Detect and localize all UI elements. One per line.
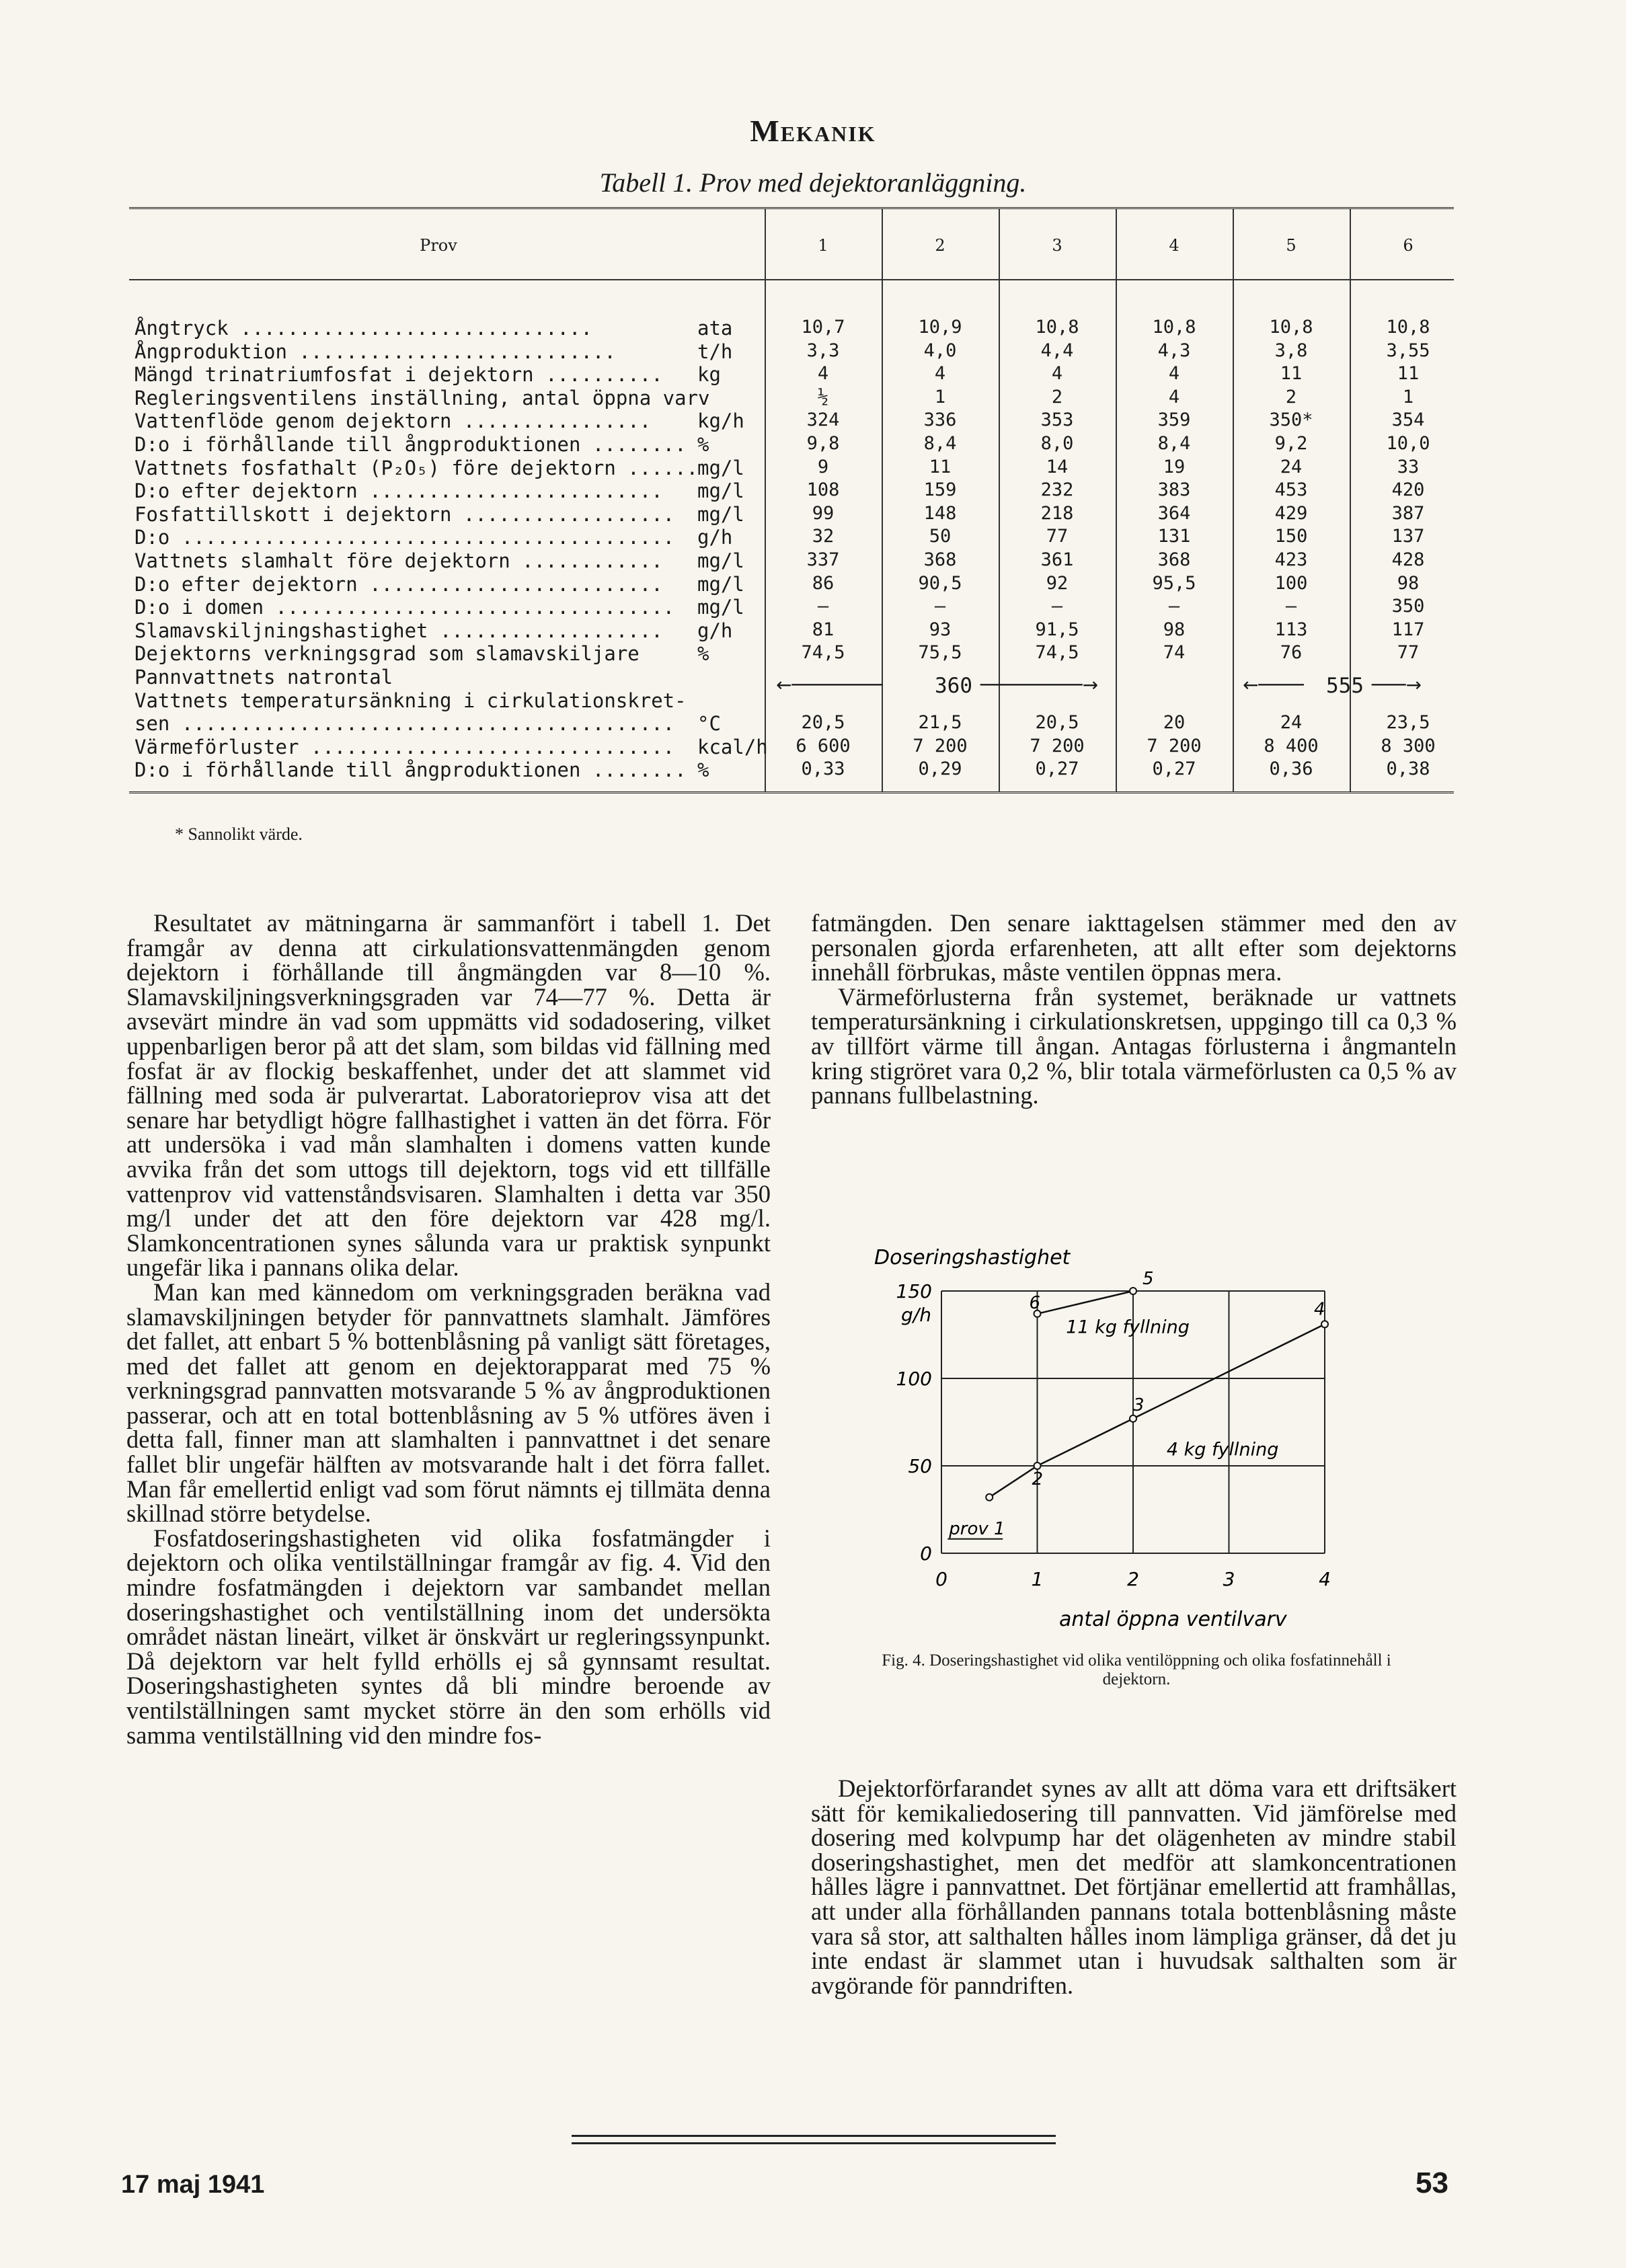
table-cell: 336: [923, 409, 957, 431]
table-cell: 11: [1397, 363, 1420, 385]
table-cell: 4: [934, 363, 946, 385]
x-tick-label: 3: [1223, 1568, 1235, 1590]
y-tick-label: 100: [896, 1368, 932, 1390]
text-column-left: [126, 911, 771, 1748]
table-cell: 24: [1280, 456, 1303, 477]
table-row-unit: %: [697, 433, 709, 456]
table-cell: 9: [817, 456, 829, 477]
table-cell: 4,4: [1040, 340, 1074, 361]
figure-caption: Fig. 4. Doseringshastighet vid olika ventilöppning och olika fosfatinnehåll i dejektorn.: [882, 1651, 1391, 1688]
table-row-unit: g/h: [697, 526, 733, 549]
table-cell: 2: [1285, 386, 1297, 407]
table-cell: 77: [1046, 526, 1069, 547]
table-cell: 76: [1280, 642, 1303, 664]
y-tick-label: 150: [896, 1280, 932, 1302]
paragraph: Resultatet av mätningarna är sammanfört i tabell 1. Det framgår av denna att cirkulationsvattenmängden genom dejektorn i förhållande till ångmängden var 8—10 %. Slamavskiljningsverkningsgraden var 74—77 %. Detta är avsevärt mindre än vad som uppmätts vid sodadosering, vilket uppenbarligen beror på att det slam, som bildas vid fällning med fosfat är av flockig beskaffenhet, under det att slammet vid fällning med soda är pulverartat. Laboratorieprov visa att det senare har betydligt högre fallhastighet i vatten än det förra. För att undersöka i vad mån slamhalten i domens vatten kunde avvika från det som uttogs till dejektorn, togs vid ett tillfälle vattenprov vid vattenståndsvisaren. Slamhalten i detta var 350 mg/l under det att den före dejektorn var 428 mg/l. Slamkoncentrationen synes sålunda vara ur praktisk synpunkt ungefär lika i pannans olika delar.: [126, 909, 771, 1282]
series-name-label: 4 kg fyllning: [1166, 1439, 1279, 1460]
point-label: 3: [1133, 1395, 1145, 1415]
table-cell: 10,7: [801, 317, 845, 338]
table-cell: 19: [1163, 456, 1186, 477]
x-tick-label: 2: [1127, 1568, 1139, 1590]
natrontal-value-right: 555: [1326, 674, 1364, 698]
table-cell: 368: [1157, 549, 1191, 570]
table-cell: 364: [1157, 502, 1191, 524]
paragraph: fatmängden. Den senare iakttagelsen stämmer med den av personalen gjorda erfarenheten, att allt efter som dejektorns innehåll förbrukas, måste ventilen öppnas mera.: [811, 909, 1457, 986]
natrontal-value-left: 360: [935, 674, 972, 698]
footer-rule: [572, 2135, 1056, 2144]
table-cell: 93: [929, 619, 952, 640]
table-cell: —: [1168, 596, 1180, 617]
table-cell: 3,3: [806, 340, 840, 361]
table-cell: 86: [812, 572, 835, 594]
table-row-label: Dejektorns verkningsgrad som slamavskiljare: [134, 642, 640, 666]
table-cell: 324: [806, 409, 840, 431]
text-column-right-bottom: [811, 1776, 1457, 1998]
table-cell: 0,33: [801, 758, 845, 780]
table-cell: 383: [1157, 479, 1191, 501]
table-cell: 10,8: [1386, 317, 1430, 338]
table-cell: 10,9: [918, 317, 962, 338]
table-caption: Tabell 1. Prov med dejektoranläggning.: [599, 167, 1027, 198]
table-cell: 108: [806, 479, 840, 501]
table-cell: 218: [1040, 502, 1074, 524]
table-header-col: 4: [1169, 236, 1179, 255]
point-label: 4: [1314, 1299, 1325, 1320]
table-cell: 8,0: [1040, 433, 1074, 454]
text-column-right-top: [811, 911, 1457, 1108]
table-cell: 20,5: [1035, 712, 1079, 734]
table-cell: 32: [812, 526, 835, 547]
section-heading: Mekanik: [750, 114, 876, 148]
table-cell: 9,8: [806, 433, 840, 454]
table-header-prov: Prov: [420, 236, 457, 255]
table-cell: 99: [812, 502, 835, 524]
table-row-unit: kg/h: [697, 409, 744, 433]
table-cell: 4,0: [923, 340, 957, 361]
table-cell: 7 200: [1030, 735, 1085, 756]
x-tick-label: 4: [1319, 1568, 1331, 1590]
table-cell: 74,5: [801, 642, 845, 664]
table-cell: 8 400: [1264, 735, 1319, 756]
paragraph: Fosfatdoseringshastigheten vid olika fosfatmängder i dejektorn och olika ventilställningar framgår av fig. 4. Vid den mindre fosfatmängden i dejektorn var sambandet mellan doseringshastighet och ventilställning inom det undersökta området nästan lineärt, vilket är önskvärt ur regleringssynpunkt. Då dejektorn var helt fylld erhölls ej så gynnsamt resultat. Doseringshastigheten syntes då bli mindre beroende av ventilställningen samt mycket större än den som erhölls vid samma ventilställning vid den mindre fos-: [126, 1524, 771, 1749]
table-row-label: Vattnets temperatursänkning i cirkulationskret-: [134, 689, 687, 712]
x-tick-label: 1: [1031, 1568, 1044, 1590]
table-cell: 7 200: [913, 735, 968, 756]
table-row-label: Fosfattillskott i dejektorn ..................: [134, 502, 675, 526]
table-row-unit: mg/l: [697, 456, 744, 479]
table-cell: 368: [923, 549, 957, 570]
natrontal-arrow-left: ←────────: [776, 674, 883, 696]
table-cell: 6 600: [796, 735, 851, 756]
table-cell: 354: [1391, 409, 1425, 431]
table-cell: 33: [1397, 456, 1420, 477]
table-cell: 0,36: [1269, 758, 1313, 780]
table-cell: 1: [1402, 386, 1414, 407]
table-row-label: D:o i förhållande till ångproduktionen ........: [134, 433, 687, 456]
table-cell: 359: [1157, 409, 1191, 431]
table-row-label: Mängd trinatriumfosfat i dejektorn ..........: [134, 363, 663, 387]
table-header-rule: [129, 279, 1454, 280]
natrontal-arrow-left-end: ─────────→: [980, 674, 1099, 696]
table-cell: 75,5: [918, 642, 962, 664]
table-cell: —: [1051, 596, 1063, 617]
table-cell: 387: [1391, 502, 1425, 524]
table-cell: 91,5: [1035, 619, 1079, 640]
data-table: [129, 207, 1454, 793]
chart-title: Doseringshastighet: [874, 1246, 1071, 1269]
table-cell: 11: [1280, 363, 1303, 385]
natrontal-arrow-right: ←────: [1243, 674, 1304, 696]
table-cell: —: [1285, 596, 1297, 617]
table-cell: 10,8: [1035, 317, 1079, 338]
table-row-label: Vattnets slamhalt före dejektorn ............: [134, 549, 663, 572]
point-label: prov 1: [949, 1518, 1005, 1539]
series-line: [1038, 1291, 1134, 1314]
table-cell: —: [934, 596, 946, 617]
table-cell: 2: [1051, 386, 1063, 407]
table-cell: 7 200: [1147, 735, 1202, 756]
table-cell: 8,4: [923, 433, 957, 454]
table-cell: 4: [817, 363, 829, 385]
table-row-unit: kcal/h: [697, 735, 768, 758]
table-cell: 337: [806, 549, 840, 570]
table-cell: 14: [1046, 456, 1069, 477]
table-cell: 232: [1040, 479, 1074, 501]
table-row-label: Vattenflöde genom dejektorn ................: [134, 409, 652, 433]
paragraph: Man kan med kännedom om verkningsgraden beräkna vad slamavskiljningen betyder för pannvattnets slamhalt. Jämföres det fallet, att enbart 5 % bottenblåsning på vanligt sätt företages, med det fallet att genom en dejektorapparat med 75 % verkningsgrad pannvatten motsvarande 5 % av ångproduktionen passerar, och att en total bottenblåsning av 5 % utföres även i detta fall, finner man att slamhalten i pannvattnet i det senare fallet blir ungefär hälften av motsvarande halt i det förra fallet. Man får emellertid enligt vad som förut nämnts ej tillmäta denna skillnad större betydelse.: [126, 1278, 771, 1528]
table-cell: 98: [1397, 572, 1420, 594]
table-cell: 77: [1397, 642, 1420, 664]
table-row-unit: ata: [697, 317, 733, 340]
paragraph: Dejektorförfarandet synes av allt att döma vara ett driftsäkert sätt för kemikaliedosering till pannvatten. Vid jämförelse med dosering med kolvpump har det olägenheten av mindre stabil doseringshastighet, men det medför att slamkoncentrationen hålles lägre i pannvattnet. Det förtjänar emellertid att framhållas, att under alla förhållanden pannans totala bottenblåsning måste vara så stor, att salthalten hålles inom lämpliga gränser, då det ju inte endast är slammet utan i huvudsak salthalten som är avgörande för panndriften.: [811, 1774, 1457, 1999]
data-point: [1130, 1288, 1136, 1294]
table-row-unit: g/h: [697, 619, 733, 642]
series-name-label: 11 kg fyllning: [1066, 1317, 1190, 1338]
data-point: [1321, 1321, 1328, 1327]
table-cell: 98: [1163, 619, 1186, 640]
table-cell: 20: [1163, 712, 1186, 734]
table-cell: 50: [929, 526, 952, 547]
table-row-unit: mg/l: [697, 502, 744, 526]
table-cell: 10,8: [1152, 317, 1196, 338]
table-cell: 8 300: [1381, 735, 1436, 756]
point-label: 5: [1143, 1269, 1154, 1289]
table-cell: 20,5: [801, 712, 845, 734]
table-header-col: 3: [1052, 236, 1062, 255]
table-cell: 350: [1391, 596, 1425, 617]
table-cell: 4,3: [1157, 340, 1191, 361]
page-number: 53: [1416, 2166, 1448, 2199]
table-cell: ½: [817, 386, 829, 407]
y-tick-label: 0: [920, 1542, 932, 1565]
table-row-unit: °C: [697, 712, 721, 736]
table-cell: 148: [923, 502, 957, 524]
table-cell: 92: [1046, 572, 1069, 594]
table-cell: 131: [1157, 526, 1191, 547]
table-cell: 9,2: [1274, 433, 1308, 454]
table-row-label: D:o ..........................................: [134, 526, 675, 549]
table-row-label: Regleringsventilens inställning, antal öppna varv: [134, 386, 710, 409]
table-row-label: Slamavskiljningshastighet ...................: [134, 619, 663, 642]
table-cell: 3,55: [1386, 340, 1430, 361]
table-cell: 24: [1280, 712, 1303, 734]
table-cell: 361: [1040, 549, 1074, 570]
table-cell: 1: [934, 386, 946, 407]
table-cell: 4: [1051, 363, 1063, 385]
table-cell: 159: [923, 479, 957, 501]
data-point: [986, 1494, 993, 1501]
table-cell: 350*: [1269, 409, 1313, 431]
table-row-label: D:o i förhållande till ångproduktionen ........: [134, 758, 687, 782]
table-row-label: Pannvattnets natrontal: [134, 666, 393, 689]
table-cell: 81: [812, 619, 835, 640]
table-header-col: 6: [1403, 236, 1414, 255]
table-cell: 113: [1274, 619, 1308, 640]
table-cell: 0,29: [918, 758, 962, 780]
table-row-label: Vattnets fosfathalt (P₂O₅) före dejektorn ......: [134, 456, 699, 479]
table-cell: 0,27: [1152, 758, 1196, 780]
table-row-unit: %: [697, 642, 709, 666]
table-cell: 423: [1274, 549, 1308, 570]
table-cell: 428: [1391, 549, 1425, 570]
table-row-label: Ångtryck ..............................: [134, 317, 592, 340]
table-cell: 10,0: [1386, 433, 1430, 454]
table-row-unit: mg/l: [697, 572, 744, 596]
data-point: [1034, 1462, 1041, 1469]
table-cell: 11: [929, 456, 952, 477]
point-label: 2: [1032, 1469, 1044, 1489]
x-tick-label: 0: [935, 1568, 947, 1590]
table-row-label: Värmeförluster ...............................: [134, 735, 675, 758]
natrontal-arrow-right-end: ───→: [1372, 674, 1422, 696]
table-cell: 0,38: [1386, 758, 1430, 780]
table-cell: 100: [1274, 572, 1308, 594]
table-cell: 23,5: [1386, 712, 1430, 734]
table-cell: 420: [1391, 479, 1425, 501]
table-cell: —: [817, 596, 829, 617]
point-label: 6: [1029, 1292, 1041, 1313]
table-cell: 4: [1168, 386, 1180, 407]
table-cell: 4: [1168, 363, 1180, 385]
issue-date: 17 maj 1941: [121, 2171, 265, 2199]
table-cell: 8,4: [1157, 433, 1191, 454]
y-axis-label: g/h: [901, 1304, 931, 1326]
table-row-label: sen ..........................................: [134, 712, 675, 736]
table-cell: 21,5: [918, 712, 962, 734]
table-footnote: * Sannolikt värde.: [175, 824, 303, 844]
table-row-label: Ångproduktion ...........................: [134, 340, 616, 363]
table-header-col: 5: [1286, 236, 1296, 255]
table-cell: 74: [1163, 642, 1186, 664]
table-cell: 453: [1274, 479, 1308, 501]
table-row-unit: mg/l: [697, 479, 744, 503]
table-row-unit: t/h: [697, 340, 733, 363]
table-cell: 10,8: [1269, 317, 1313, 338]
table-cell: 117: [1391, 619, 1425, 640]
table-row-unit: mg/l: [697, 596, 744, 619]
table-row-label: D:o efter dejektorn .........................: [134, 479, 663, 503]
table-cell: 353: [1040, 409, 1074, 431]
table-cell: 3,8: [1274, 340, 1308, 361]
table-header-col: 2: [935, 236, 945, 255]
table-cell: 429: [1274, 502, 1308, 524]
paragraph: Värmeförlusterna från systemet, beräknade ur vattnets temperatursänkning i cirkulationskretsen, uppgingo till ca 0,3 % av tillfört värme till ångan. Antagas förlusterna i ångmanteln kring stigröret vara 0,2 %, blir totala värmeförlusten ca 0,5 % av pannans fullbelastning.: [811, 982, 1457, 1109]
table-row-label: D:o i domen ..................................: [134, 596, 675, 619]
table-cell: 0,27: [1035, 758, 1079, 780]
table-cell: 90,5: [918, 572, 962, 594]
table-row-unit: %: [697, 758, 709, 782]
data-point: [1130, 1415, 1136, 1422]
x-axis-label: antal öppna ventilvarv: [1059, 1608, 1287, 1631]
table-row-unit: mg/l: [697, 549, 744, 572]
table-cell: 74,5: [1035, 642, 1079, 664]
table-row-unit: kg: [697, 363, 721, 387]
figure-4-chart: [854, 1237, 1365, 1654]
table-cell: 95,5: [1152, 572, 1196, 594]
table-row-label: D:o efter dejektorn .........................: [134, 572, 663, 596]
y-tick-label: 50: [908, 1455, 932, 1477]
table-header-col: 1: [818, 236, 828, 255]
table-cell: 137: [1391, 526, 1425, 547]
table-cell: 150: [1274, 526, 1308, 547]
